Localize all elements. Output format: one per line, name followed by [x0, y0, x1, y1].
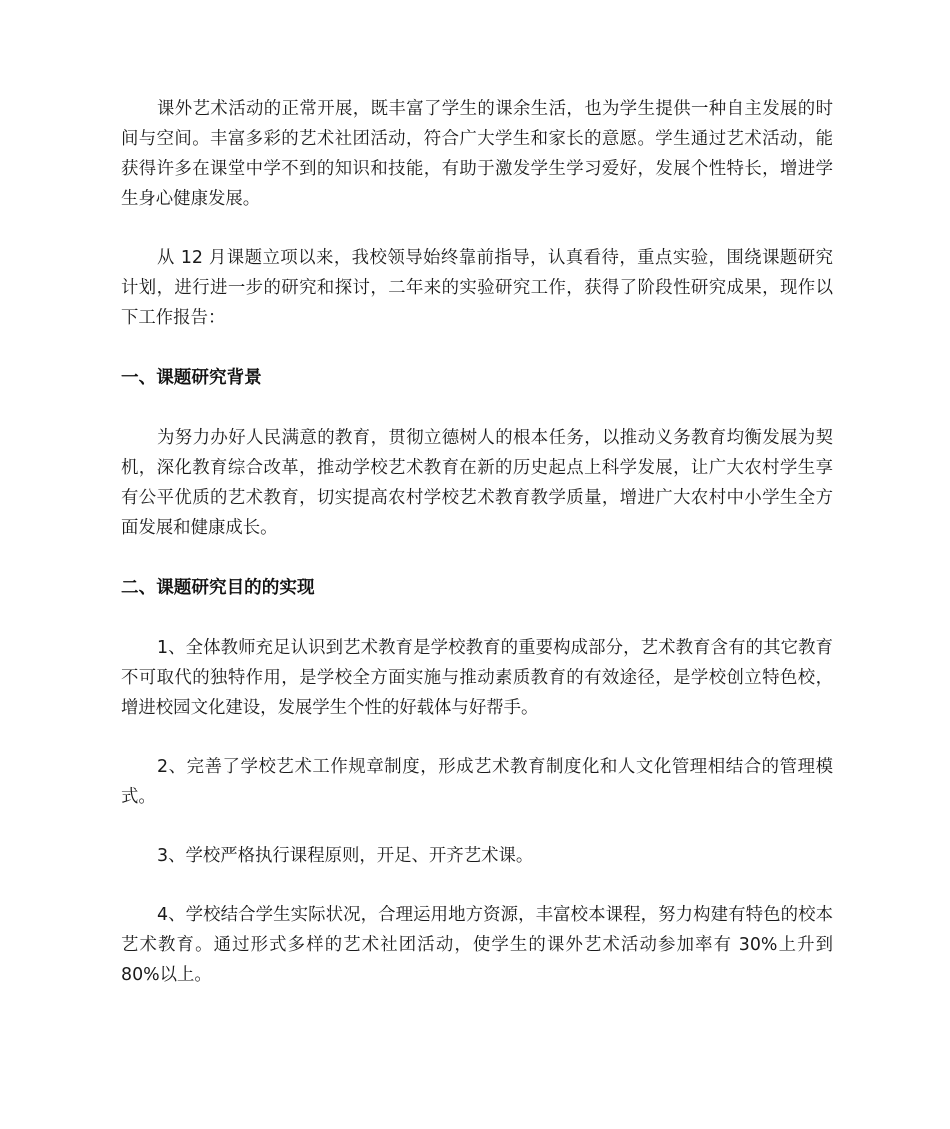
intro-paragraph-1: 课外艺术活动的正常开展，既丰富了学生的课余生活，也为学生提供一种自主发展的时间与空间。丰富多彩的艺术社团活动，符合广大学生和家长的意愿。学生通过艺术活动，能获得许多在课堂中学不到的知识和技能，有助于激发学生学习爱好，发展个性特长，增进学生身心健康发展。: [121, 99, 833, 209]
intro-paragraph-2: 从 12 月课题立项以来，我校领导始终靠前指导，认真看待，重点实验，围绕课题研究计划，进行进一步的研究和探讨，二年来的实验研究工作，获得了阶段性研究成果，现作以下工作报告：: [121, 248, 833, 328]
section-2-heading: 二、课题研究目的的实现: [121, 578, 315, 598]
document-page: [121, 94, 833, 990]
section-2-item-2: 2、完善了学校艺术工作规章制度，形成艺术教育制度化和人文化管理相结合的管理模式。: [121, 757, 833, 807]
section-1-paragraph: 为努力办好人民满意的教育，贯彻立德树人的根本任务，以推动义务教育均衡发展为契机，深化教育综合改革，推动学校艺术教育在新的历史起点上科学发展，让广大农村学生享有公平优质的艺术教育，切实提高农村学校艺术教育教学质量，增进广大农村中小学生全方面发展和健康成长。: [121, 428, 833, 538]
section-2-item-3: 3、学校严格执行课程原则，开足、开齐艺术课。: [157, 846, 534, 866]
section-2-item-1: 1、全体教师充足认识到艺术教育是学校教育的重要构成部分，艺术教育含有的其它教育不可取代的独特作用，是学校全方面实施与推动素质教育的有效途径，是学校创立特色校，增进校园文化建设，发展学生个性的好载体与好帮手。: [121, 638, 833, 718]
section-2-item-4: 4、学校结合学生实际状况，合理运用地方资源，丰富校本课程，努力构建有特色的校本艺术教育。通过形式多样的艺术社团活动，使学生的课外艺术活动参加率有 30%上升到 80%以上。: [121, 905, 833, 985]
section-1-heading: 一、课题研究背景: [121, 368, 262, 388]
